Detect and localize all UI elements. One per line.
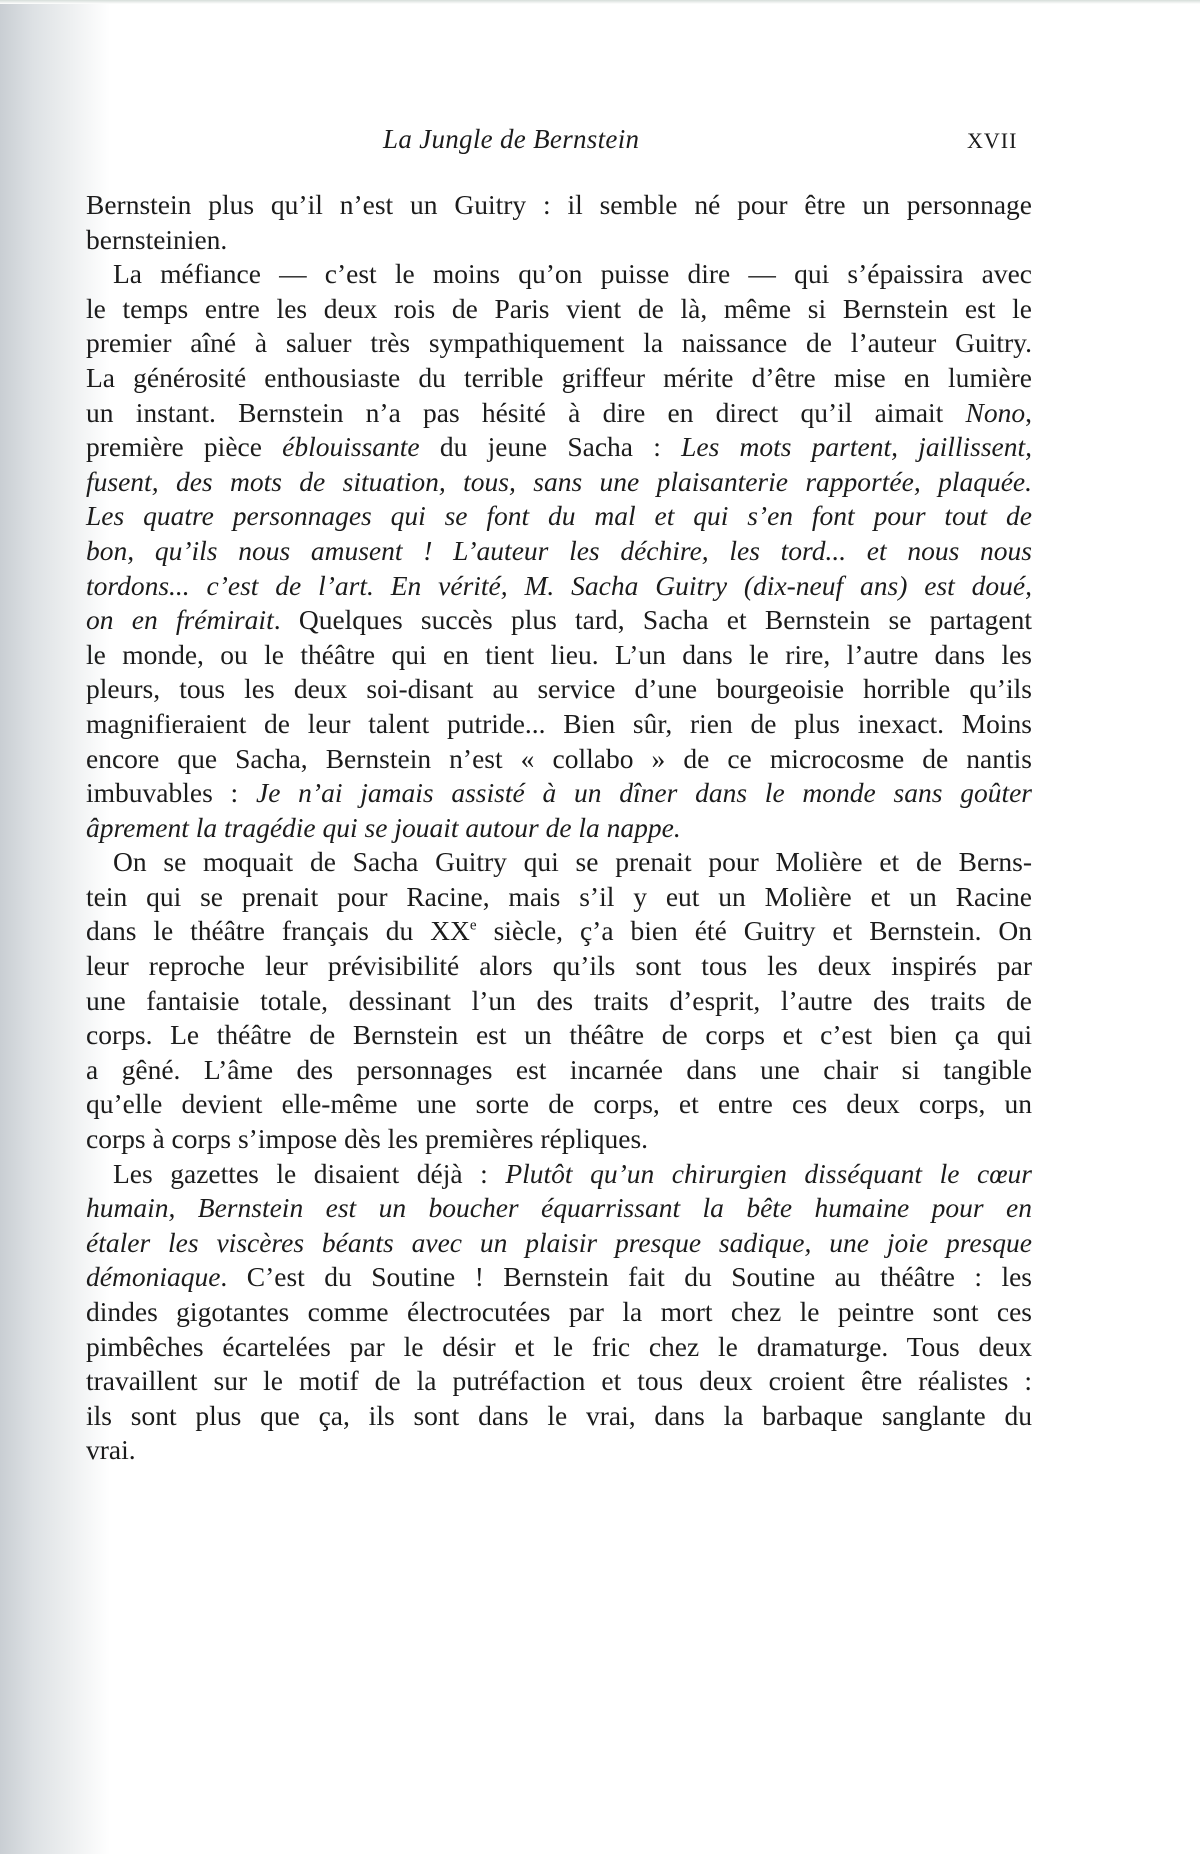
italic-quote: humain, Bernstein est un boucher équarrissant la bête humaine pour en <box>86 1192 1032 1224</box>
italic-quote: tordons... c’est de l’art. En vérité, M. Sacha Guitry (dix-neuf ans) est doué, <box>86 569 1032 601</box>
text-line <box>86 326 1032 361</box>
text-line <box>86 188 1032 223</box>
italic-quote: Plutôt qu’un chirurgien disséquant le cœur <box>505 1157 1032 1189</box>
text-run: pimbêches écartelées par le désir et le fric chez le dramaturge. Tous deux <box>86 1330 1032 1362</box>
text-run: On se moquait de Sacha Guitry qui se prenait pour Molière et de Berns- <box>113 846 1032 878</box>
text-run: . Quelques succès plus tard, Sacha et Bernstein se partagent <box>273 604 1032 636</box>
text-run: Bernstein plus qu’il n’est un Guitry : il semble né pour être un personnage <box>86 189 1032 220</box>
text-run: bernsteinien. <box>86 223 228 255</box>
text-line <box>86 361 1032 396</box>
paragraph <box>86 1157 1032 1468</box>
text-run: ils sont plus que ça, ils sont dans le vrai, dans la barbaque sanglante du <box>86 1399 1032 1431</box>
paragraph <box>86 257 1032 845</box>
text-line <box>86 292 1032 327</box>
text-line <box>86 776 1032 811</box>
text-run: qu’elle devient elle-même une sorte de corps, et entre ces deux corps, un <box>86 1088 1032 1120</box>
running-head <box>0 124 1200 158</box>
text-line <box>86 1053 1032 1088</box>
page-top-edge <box>0 0 1200 4</box>
text-line <box>86 1399 1032 1434</box>
text-line <box>86 499 1032 534</box>
text-line <box>86 430 1032 465</box>
paragraph <box>86 188 1032 257</box>
text-run: siècle, ç’a bien été Guitry et Bernstein. On <box>476 915 1032 947</box>
text-run: Les gazettes le disaient déjà : <box>113 1157 506 1189</box>
text-line <box>86 1191 1032 1226</box>
text-line <box>86 1260 1032 1295</box>
italic-quote: démoniaque <box>86 1261 221 1293</box>
ordinal-superscript: e <box>469 917 477 934</box>
text-run: , <box>1025 396 1032 428</box>
text-line <box>86 811 1032 846</box>
italic-quote: fusent, des mots de situation, tous, sans une plaisanterie rapportée, plaquée. <box>86 465 1032 497</box>
text-run: pleurs, tous les deux soi-disant au service d’une bourgeoisie horrible qu’ils <box>86 673 1032 705</box>
text-run: le monde, ou le théâtre qui en tient lieu. L’un dans le rire, l’autre dans les <box>86 638 1032 670</box>
italic-quote: étaler les viscères béants avec un plaisir presque sadique, une joie presque <box>86 1226 1032 1258</box>
paragraph <box>86 845 1032 1156</box>
text-run: première pièce <box>86 431 283 463</box>
text-line <box>86 223 1032 258</box>
text-line <box>86 707 1032 742</box>
text-run: magnifieraient de leur talent putride... Bien sûr, rien de plus inexact. Moins <box>86 707 1032 739</box>
italic-quote: Nono <box>965 396 1026 428</box>
text-line <box>86 742 1032 777</box>
text-line <box>86 1364 1032 1399</box>
text-run: a gêné. L’âme des personnages est incarnée dans une chair si tangible <box>86 1053 1032 1085</box>
text-line <box>86 914 1032 949</box>
text-run: premier aîné à saluer très sympathiquement la naissance de l’auteur Guitry. <box>86 327 1032 359</box>
text-line <box>86 1295 1032 1330</box>
text-line <box>86 672 1032 707</box>
italic-quote: on en frémirait <box>86 604 274 636</box>
text-run: corps à corps s’impose dès les premières répliques. <box>86 1123 649 1155</box>
text-run: encore que Sacha, Bernstein n’est « collabo » de ce microcosme de nantis <box>86 742 1032 774</box>
text-line <box>86 984 1032 1019</box>
text-line <box>86 949 1032 984</box>
text-run: tein qui se prenait pour Racine, mais s’il y eut un Molière et un Racine <box>86 880 1032 912</box>
text-line <box>86 534 1032 569</box>
text-line <box>86 1330 1032 1365</box>
text-run: un instant. Bernstein n’a pas hésité à dire en direct qu’il aimait <box>86 396 966 428</box>
text-run: le temps entre les deux rois de Paris vient de là, même si Bernstein est le <box>86 292 1032 324</box>
text-line <box>86 569 1032 604</box>
italic-quote: âprement la tragédie qui se jouait autour de la nappe. <box>86 811 681 843</box>
text-line <box>86 465 1032 500</box>
text-run: La générosité enthousiaste du terrible griffeur mérite d’être mise en lumière <box>86 361 1032 393</box>
italic-quote: éblouissante <box>282 431 420 463</box>
italic-quote: Je n’ai jamais assisté à un dîner dans le monde sans goûter <box>255 777 1032 809</box>
text-run: du jeune Sacha : <box>419 431 682 463</box>
text-line <box>86 638 1032 673</box>
text-line <box>86 1157 1032 1192</box>
text-run: . C’est du Soutine ! Bernstein fait du Soutine au théâtre : les <box>220 1261 1032 1293</box>
page-number: XVII <box>967 128 1018 153</box>
italic-quote: Les quatre personnages qui se font du mal et qui s’en font pour tout de <box>86 500 1032 532</box>
text-line <box>86 396 1032 431</box>
text-run: une fantaisie totale, dessinant l’un des traits d’esprit, l’autre des traits de <box>86 984 1032 1016</box>
text-run: dindes gigotantes comme électrocutées par la mort chez le peintre sont ces <box>86 1296 1032 1327</box>
text-run: imbuvables : <box>86 777 256 809</box>
text-line <box>86 1226 1032 1261</box>
text-run: La méfiance — c’est le moins qu’on puisse dire — qui s’épaissira avec <box>113 258 1032 290</box>
text-line <box>86 845 1032 880</box>
text-line <box>86 1433 1032 1468</box>
text-line <box>86 1087 1032 1122</box>
body-text <box>86 188 1032 1468</box>
text-run: travaillent sur le motif de la putréfaction et tous deux croient être réalistes : <box>86 1365 1032 1397</box>
text-run: leur reproche leur prévisibilité alors qu’ils sont tous les deux inspirés par <box>86 950 1032 982</box>
text-line <box>86 1018 1032 1053</box>
italic-quote: bon, qu’ils nous amusent ! L’auteur les déchire, les tord... et nous nous <box>86 534 1032 566</box>
text-line <box>86 603 1032 638</box>
text-run: corps. Le théâtre de Bernstein est un théâtre de corps et c’est bien ça qui <box>86 1019 1032 1051</box>
text-line <box>86 1122 1032 1157</box>
text-run: dans le théâtre français du XX <box>86 915 470 947</box>
text-run: vrai. <box>86 1434 136 1466</box>
text-line <box>86 257 1032 292</box>
italic-quote: Les mots partent, jaillissent, <box>681 431 1033 463</box>
text-line <box>86 880 1032 915</box>
running-head-title: La Jungle de Bernstein <box>383 124 640 154</box>
